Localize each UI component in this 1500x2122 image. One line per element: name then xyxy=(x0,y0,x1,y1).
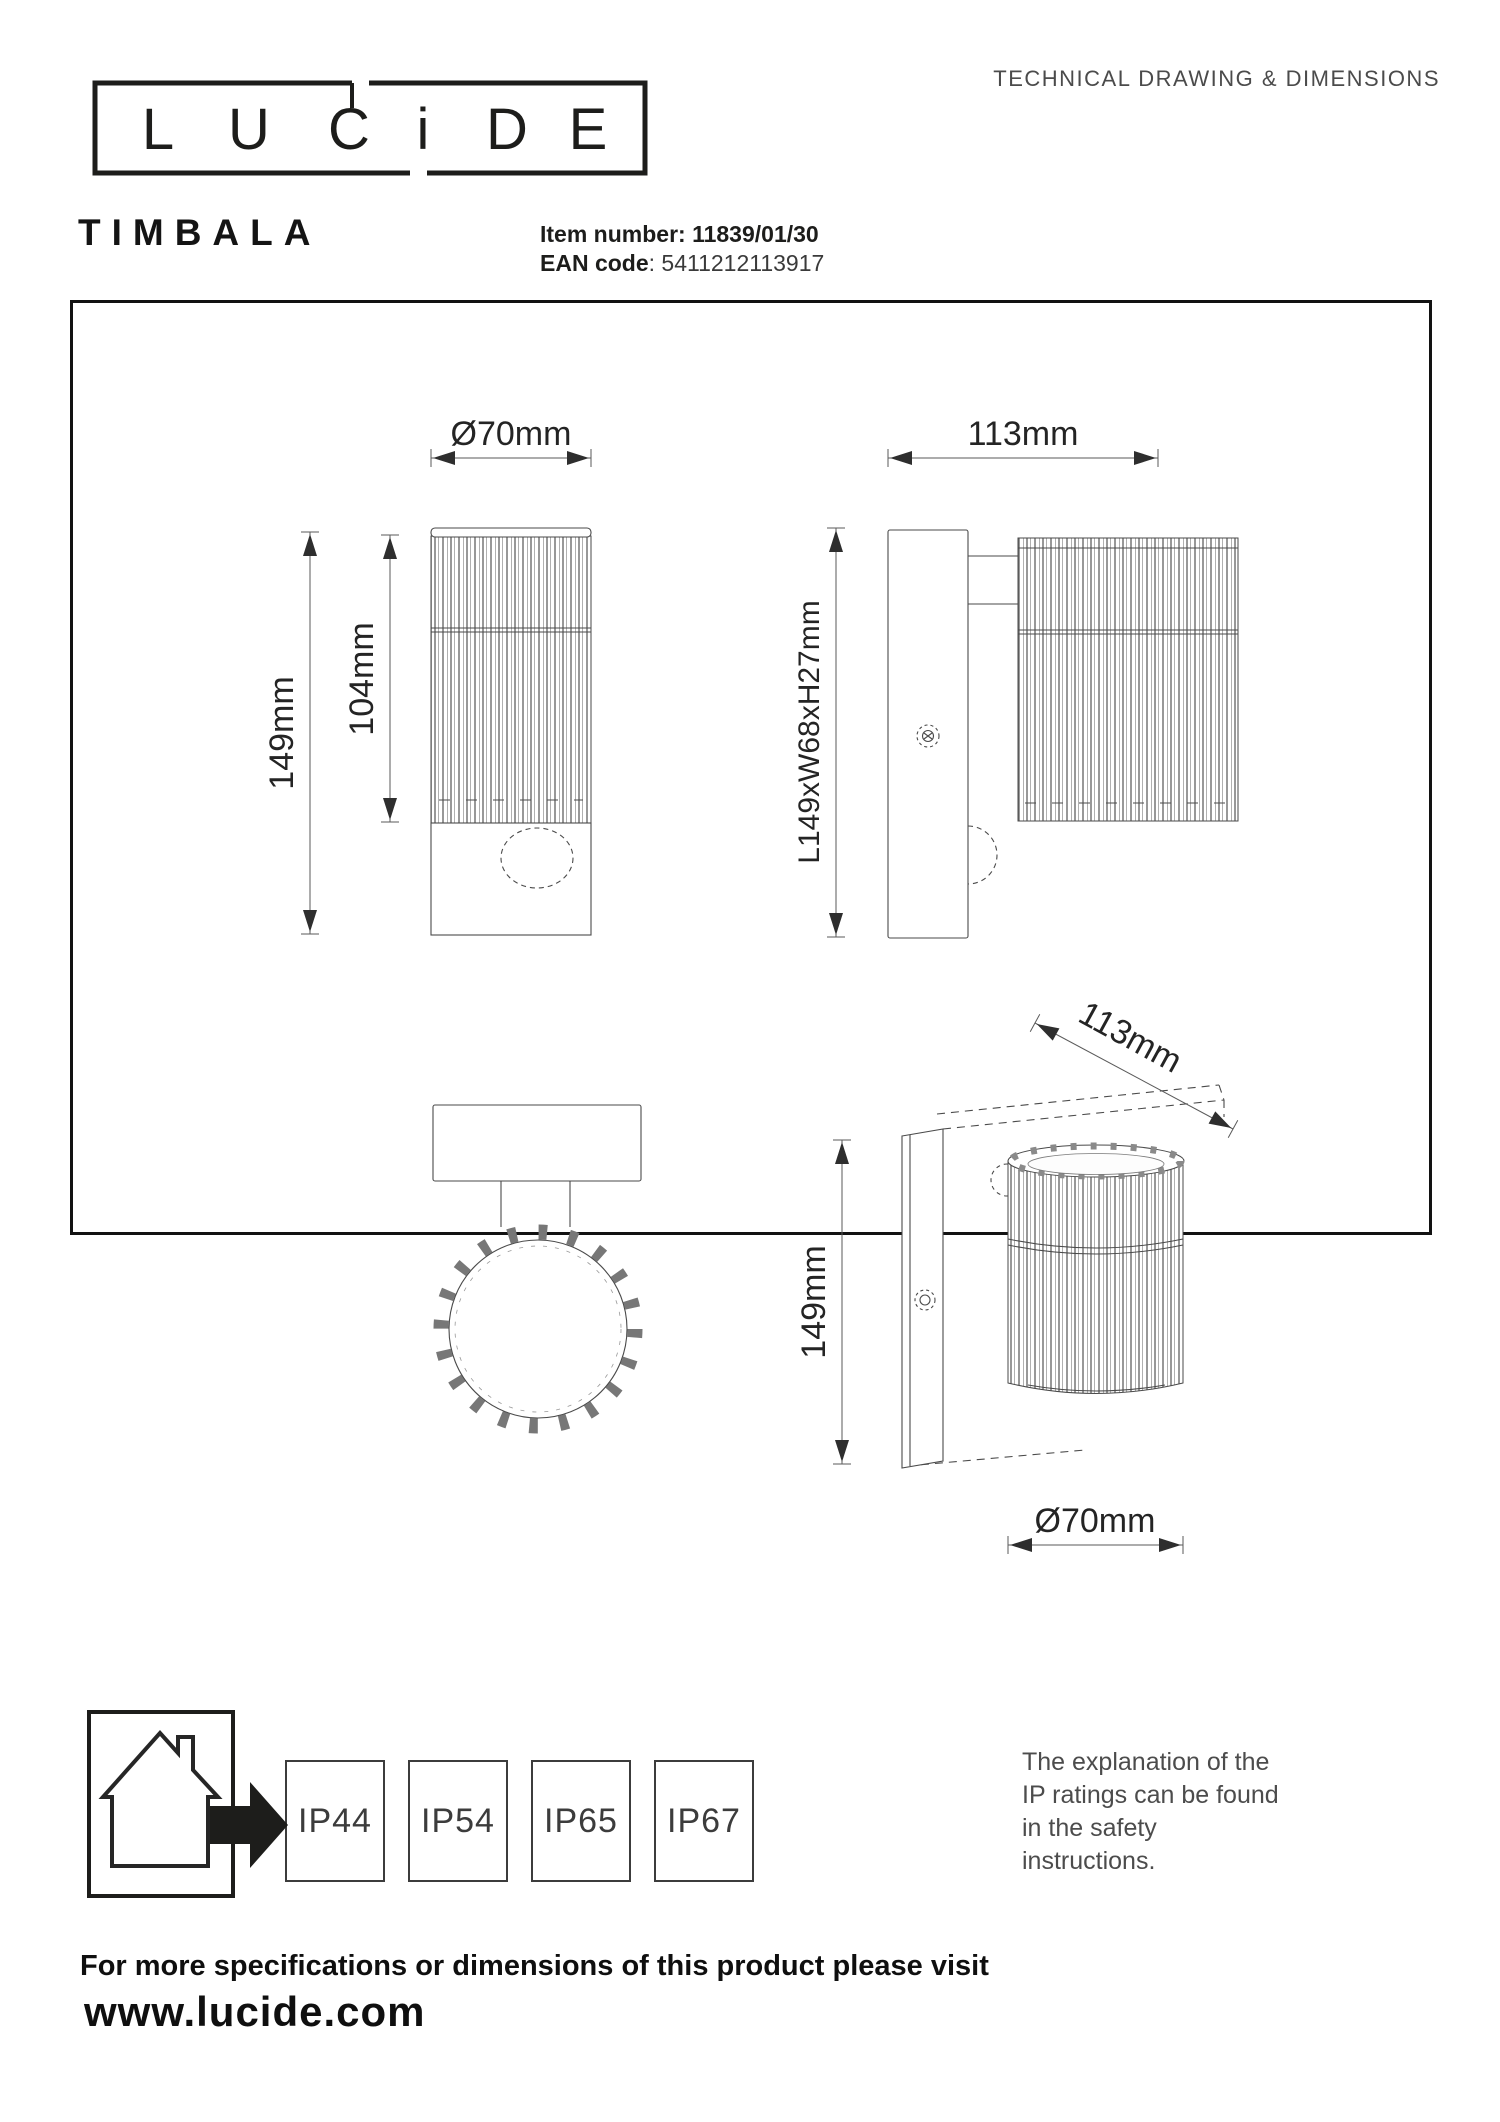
front-body-height-label: 104mm xyxy=(343,622,381,736)
front-total-height-label: 149mm xyxy=(263,676,301,790)
front-total-height-dim xyxy=(263,532,319,934)
item-info xyxy=(540,220,824,278)
logo-letter: C xyxy=(328,97,370,162)
ip67-label: IP67 xyxy=(667,1801,741,1840)
ip-rating-badge xyxy=(531,1760,631,1882)
side-wall-plate xyxy=(888,530,968,938)
logo-letter: U xyxy=(228,97,270,162)
ip-rating-badge xyxy=(408,1760,508,1882)
side-sensor-bulge xyxy=(968,826,997,884)
persp-height-dim xyxy=(795,1140,851,1464)
persp-ribbed-body xyxy=(1008,1161,1183,1394)
side-bracket-dim xyxy=(793,528,845,937)
top-cylinder xyxy=(449,1240,627,1418)
ean-row xyxy=(540,249,824,278)
side-depth-label: 113mm xyxy=(967,415,1079,453)
side-view xyxy=(793,415,1238,938)
persp-diameter-label: Ø70mm xyxy=(1034,1502,1156,1540)
footer-website: www.lucide.com xyxy=(84,1988,426,2035)
item-number-row xyxy=(540,220,824,249)
top-view xyxy=(433,1105,641,1426)
logo-letters xyxy=(142,97,607,162)
top-wall-plate xyxy=(433,1105,641,1181)
lucide-logo xyxy=(88,78,658,178)
front-diameter-dim xyxy=(431,415,591,467)
footer-text: For more specifications or dimensions of this product please visit xyxy=(80,1950,989,1982)
ip-rating-badge xyxy=(654,1760,754,1882)
drawing-frame xyxy=(70,300,1432,1540)
logo-letter: E xyxy=(568,97,608,162)
ip-rating-badge xyxy=(285,1760,385,1882)
persp-wall-plate xyxy=(902,1129,943,1468)
item-number-label: Item number: xyxy=(540,221,686,247)
perspective-view xyxy=(795,994,1238,1554)
side-depth-dim xyxy=(888,415,1158,467)
ean-label: EAN code xyxy=(540,250,649,276)
front-diameter-label: Ø70mm xyxy=(450,415,572,453)
side-ribbed-body xyxy=(1018,538,1238,821)
logo-letter: i xyxy=(416,97,430,162)
note-line: instructions. xyxy=(1022,1847,1156,1875)
note-line: The explanation of the xyxy=(1022,1748,1270,1776)
front-ribbed-body xyxy=(431,536,591,823)
persp-height-label: 149mm xyxy=(795,1245,833,1359)
logo-letter: D xyxy=(486,97,528,162)
item-number-value: 11839/01/30 xyxy=(692,221,819,247)
persp-depth-dim xyxy=(1030,994,1238,1138)
ip65-label: IP65 xyxy=(544,1801,618,1840)
front-top-rim xyxy=(431,528,591,537)
product-name: TIMBALA xyxy=(78,212,322,253)
outdoor-arrow-icon xyxy=(200,1770,295,1878)
ean-value: : 5411212113917 xyxy=(648,250,825,276)
ip-explanation-note xyxy=(1022,1746,1352,1878)
note-line: in the safety xyxy=(1022,1814,1157,1842)
ip44-label: IP44 xyxy=(298,1801,372,1840)
persp-diameter-dim xyxy=(1008,1502,1183,1554)
front-view xyxy=(263,415,591,935)
technical-drawing xyxy=(73,303,1429,1540)
persp-depth-label: 113mm xyxy=(1072,994,1189,1081)
note-line: IP ratings can be found xyxy=(1022,1781,1279,1809)
front-sensor-housing xyxy=(431,823,591,935)
logo-frame xyxy=(95,83,645,173)
document-title: TECHNICAL DRAWING & DIMENSIONS xyxy=(993,66,1440,91)
ip54-label: IP54 xyxy=(421,1801,495,1840)
side-bracket-label: L149xW68xH27mm xyxy=(793,600,826,864)
logo-letter: L xyxy=(141,97,175,162)
front-body-height-dim xyxy=(343,535,399,822)
